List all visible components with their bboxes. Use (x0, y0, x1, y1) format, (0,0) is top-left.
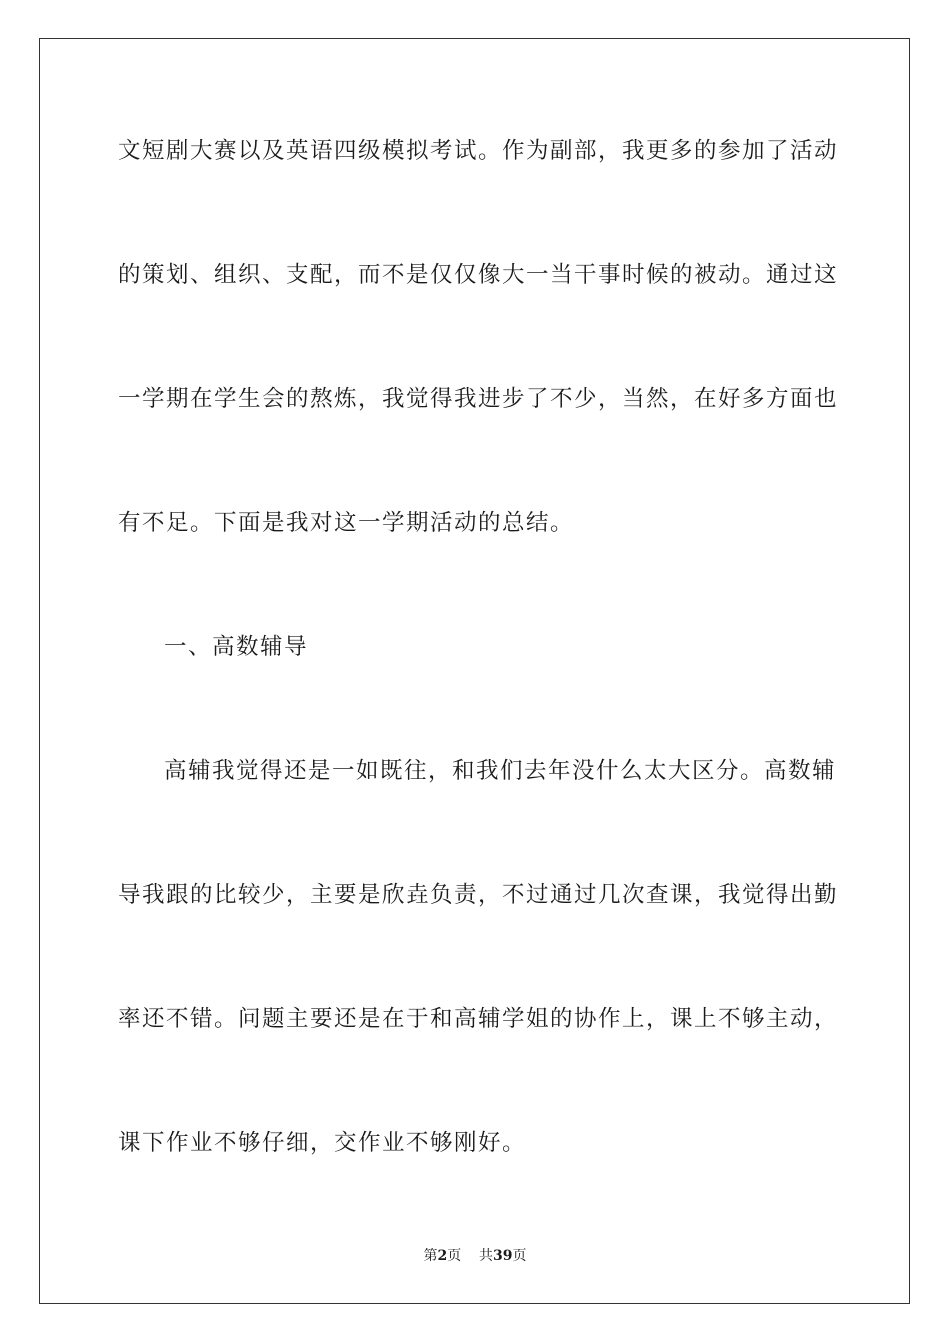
footer-total-prefix: 共 (479, 1248, 494, 1264)
paragraph-2-line-2: 导我跟的比较少，主要是欣垚负责，不过通过几次查课，我觉得出勤 (118, 882, 839, 908)
footer-page-suffix: 页 (447, 1248, 462, 1264)
page-border (39, 38, 910, 1304)
paragraph-1-line-3: 一学期在学生会的熬炼，我觉得我进步了不少，当然，在好多方面也 (118, 386, 839, 412)
footer-page-number: 2 (437, 1248, 448, 1264)
footer-total-pages: 39 (493, 1248, 513, 1264)
paragraph-1-line-4: 有不足。下面是我对这一学期活动的总结。 (118, 510, 575, 536)
paragraph-1-line-2: 的策划、组织、支配，而不是仅仅像大一当干事时候的被动。通过这 (118, 262, 839, 288)
section-heading: 一、高数辅导 (164, 634, 309, 660)
paragraph-1-line-1: 文短剧大赛以及英语四级模拟考试。作为副部，我更多的参加了活动 (118, 138, 839, 164)
footer-total-suffix: 页 (512, 1248, 527, 1264)
paragraph-2-line-1: 高辅我觉得还是一如既往，和我们去年没什么太大区分。高数辅 (164, 758, 837, 784)
paragraph-2-line-4: 课下作业不够仔细，交作业不够刚好。 (118, 1130, 527, 1156)
paragraph-2-line-3: 率还不错。问题主要还是在于和高辅学姐的协作上，课上不够主动， (118, 1006, 839, 1032)
page-footer (0, 1246, 950, 1266)
footer-prefix: 第 (423, 1248, 438, 1264)
